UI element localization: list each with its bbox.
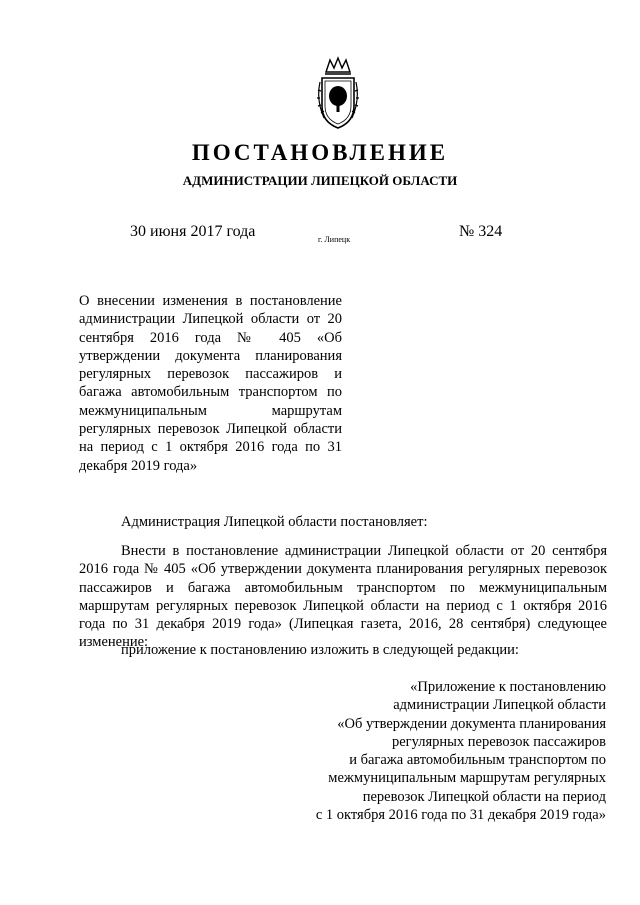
appendix-line: межмуниципальным маршрутам регулярных: [328, 770, 606, 787]
document-title: ПОСТАНОВЛЕНИЕ: [191, 140, 449, 165]
coat-of-arms-icon: [316, 56, 360, 130]
appendix-line: перевозок Липецкой области на период: [362, 788, 606, 805]
document-subject: О внесении изменения в постановление администрации Липецкой области от 20 сентября 2016 года № 405 «Об утверждении документа планирования регулярных перевозок пассажиров и багажа автомобильным транспортом по межмуниципальным маршрутам регулярных перевозок Липецкой области на период с 1 октября 2016 года по 31 декабря 2019 года»: [79, 293, 342, 474]
appendix-line: с 1 октября 2016 года по 31 декабря 2019 года»: [315, 807, 606, 824]
issuing-authority: АДМИНИСТРАЦИИ ЛИПЕЦКОЙ ОБЛАСТИ: [182, 173, 458, 188]
document-city: г. Липецк: [318, 235, 351, 244]
intro-paragraph: Администрация Липецкой области постановляет:: [121, 514, 428, 530]
appendix-line: регулярных перевозок пассажиров: [391, 733, 606, 750]
appendix-line: «Приложение к постановлению: [410, 679, 606, 695]
appendix-line: и багажа автомобильным транспортом по: [349, 752, 606, 769]
appendix-line: «Об утверждении документа планирования: [337, 715, 606, 732]
document-number: № 324: [459, 223, 503, 240]
appendix-line: администрации Липецкой области: [393, 697, 606, 714]
appendix-header: [206, 678, 606, 824]
body-paragraph-2: приложение к постановлению изложить в следующей редакции:: [121, 642, 519, 658]
body-paragraph-1: Внести в постановление администрации Липецкой области от 20 сентября 2016 года № 405 «Об утверждении документа планирования регулярных перевозок пассажиров и багажа автомобильным транспортом по межмуниципальным маршрутам регулярных перевозок Липецкой области на период с 1 октября 2016 года по 31 декабря 2019 года» (Липецкая газета, 2016, 28 сентября) следующее изменение:: [79, 543, 607, 651]
document-date: 30 июня 2017 года: [130, 223, 256, 240]
